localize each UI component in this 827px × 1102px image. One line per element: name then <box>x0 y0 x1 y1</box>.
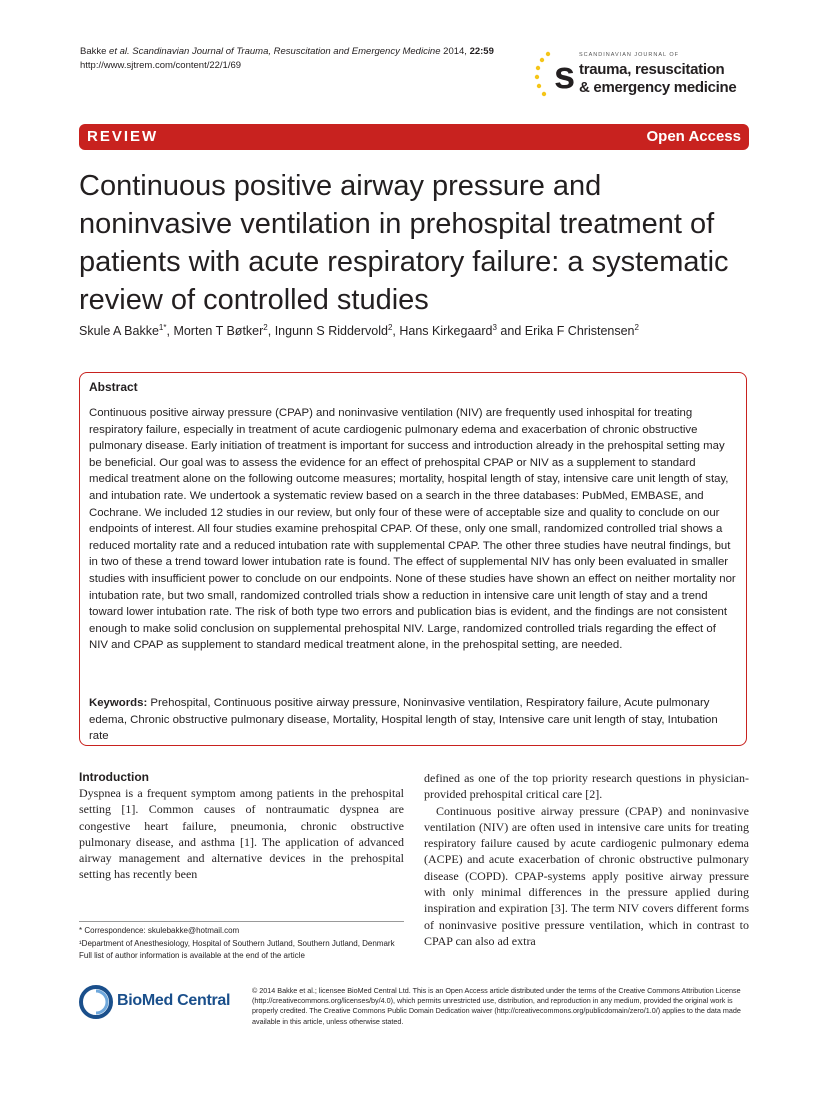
citation-line <box>80 45 494 59</box>
footnote-divider <box>79 921 404 922</box>
article-url[interactable]: http://www.sjtrem.com/content/22/1/69 <box>80 60 242 71</box>
body-column-left <box>79 770 404 883</box>
author-separator: , <box>267 324 275 339</box>
author-affiliation-marker: 2 <box>387 323 393 332</box>
citation-authors: Bakke <box>80 46 110 57</box>
article-type-label: REVIEW <box>87 128 159 145</box>
author-affiliation-marker: 1* <box>158 323 167 332</box>
section-heading-introduction: Introduction <box>79 770 149 784</box>
keywords <box>89 695 737 745</box>
open-access-label: Open Access <box>646 128 741 145</box>
journal-logo-line2: & emergency medicine <box>579 79 737 96</box>
biomed-central-logo <box>79 985 249 1021</box>
journal-logo-mark-icon <box>534 50 578 102</box>
citation-header <box>80 45 494 73</box>
keywords-label: Keywords: <box>89 697 148 709</box>
footnotes <box>79 925 404 963</box>
author-name: Skule A Bakke <box>79 324 159 339</box>
citation-journal: Scandinavian Journal of Trauma, Resuscitation and Emergency Medicine <box>129 46 441 57</box>
paragraph: Continuous positive airway pressure (CPAP) and noninvasive ventilation (NIV) are often used in intensive care units for treating respiratory failure caused by acute cardiogenic pulmonary edema (ACPE) and acute exacerbation of chronic obstructive pulmonary disease (COPD). CPAP-systems apply positive airway pressure with only minimal differences in the pressure applied during inspiration and expiration [3]. The term NIV covers different forms of noninvasive positive pressure ventilation, which in contrast to CPAP can also ad extra <box>424 803 749 948</box>
citation-year: 2014, <box>440 46 470 57</box>
abstract-text: Continuous positive airway pressure (CPAP) and noninvasive ventilation (NIV) are frequently used inhospital for treating respiratory failure, especially in treatment of acute cardiogenic pulmonary edema and exacerbation of chronic obstructive pulmonary disease. Early initiation of treatment is important for success and introduction already in the prehospital setting may be beneficial. Our goal was to assess the evidence for an effect of prehospital CPAP or NIV as a supplement to standard medical treatment alone on the following outcome measures; mortality, hospital length of stay, intensive care unit length of stay, and intubation rate. We undertook a systematic review based on a search in the three databases: PubMed, EMBASE, and Cochrane. We included 12 studies in our review, but only four of these were of acceptable size and quality to conclude on our endpoints of interest. All four studies examine prehospital CPAP. Of these, only one small, randomized controlled trial shows a reduced mortality rate and a reduced intubation rate with supplemental CPAP. The other three studies have neutral findings, but in two of these a trend toward lower intubation rate is found. The effect of supplemental NIV has only been evaluated in smaller studies with insufficient power to conclude on our endpoints. None of these studies have shown an effect on neither mortality nor intubation rate, but two small, randomized controlled trials show a reduction in intensive care unit length of stay and a trend toward lower intubation rate. The risk of both type two errors and publication bias is evident, and the findings are not consistent enough to make solid conclusion on supplemental prehospital NIV. Large, randomized controlled trials regarding the effect of NIV and CPAP as supplement to standard medical treatment alone, in the prehospital setting, are needed. <box>89 407 736 652</box>
affiliation-note: ¹Department of Anesthesiology, Hospital of Southern Jutland, Southern Jutland, Denmark <box>79 938 395 948</box>
journal-logo-line1: trauma, resuscitation <box>579 61 725 78</box>
author-name: Erika F Christensen <box>524 324 635 339</box>
journal-logo-caption: SCANDINAVIAN JOURNAL OF <box>579 52 680 58</box>
biomed-central-logo-icon <box>79 985 113 1019</box>
author-affiliation-marker: 3 <box>492 323 497 332</box>
keywords-list: Prehospital, Continuous positive airway pressure, Noninvasive ventilation, Respiratory failure, Acute pulmonary edema, Chronic obstructive pulmonary disease, Mortality, Hospital length of stay, Intensive care unit length of stay, Intubation rate <box>89 697 718 743</box>
license-text: © 2014 Bakke et al.; licensee BioMed Central Ltd. This is an Open Access article distributed under the terms of the Creative Commons Attribution License (http://creativecommons.org/licenses/by/4.0), which permits unrestricted use, distribution, and reproduction in any medium, provided the original work is properly credited. The Creative Commons Public Domain Dedication waiver (http://creativecommons.org/publicdomain/zero/1.0/) applies to the data made available in this article, unless otherwise stated. <box>252 986 741 1026</box>
author-affiliation-marker: 2 <box>634 323 639 332</box>
article-title: Continuous positive airway pressure and noninvasive ventilation in prehospital treatment of patients with acute respiratory failure: a systematic review of controlled studies <box>79 170 729 316</box>
svg-text:s: s <box>554 55 576 97</box>
paragraph: defined as one of the top priority research questions in physician-provided prehospital critical care [2]. <box>424 771 749 802</box>
author-info-note: Full list of author information is available at the end of the article <box>79 951 305 960</box>
abstract-heading: Abstract <box>89 380 138 394</box>
article-type-banner <box>79 124 749 150</box>
author-list <box>79 323 759 338</box>
author-name: Hans Kirkegaard <box>399 324 493 339</box>
author-name: Morten T Bøtker <box>173 324 264 339</box>
paragraph: Dyspnea is a frequent symptom among patients in the prehospital setting [1]. Common causes of nontraumatic dyspnea are congestive heart failure, pneumonia, chronic obstructive pulmonary disease, and asthma [1]. The application of advanced airway management and alternative devices in the prehospital setting has recently been <box>79 786 404 882</box>
author-affiliation-marker: 2 <box>263 323 268 332</box>
journal-logo <box>534 50 754 102</box>
body-column-right <box>424 770 749 949</box>
correspondence-note: * Correspondence: skulebakke@hotmail.com <box>79 926 240 935</box>
author-separator: and <box>496 324 525 339</box>
author-name: Ingunn S Riddervold <box>274 324 388 339</box>
author-separator: , <box>166 324 174 339</box>
author-separator: , <box>392 324 400 339</box>
citation-volume: 22:59 <box>469 46 494 57</box>
biomed-central-logo-text: BioMed Central <box>117 992 231 1009</box>
abstract-box <box>79 372 747 746</box>
citation-etal: et al. <box>109 46 130 57</box>
